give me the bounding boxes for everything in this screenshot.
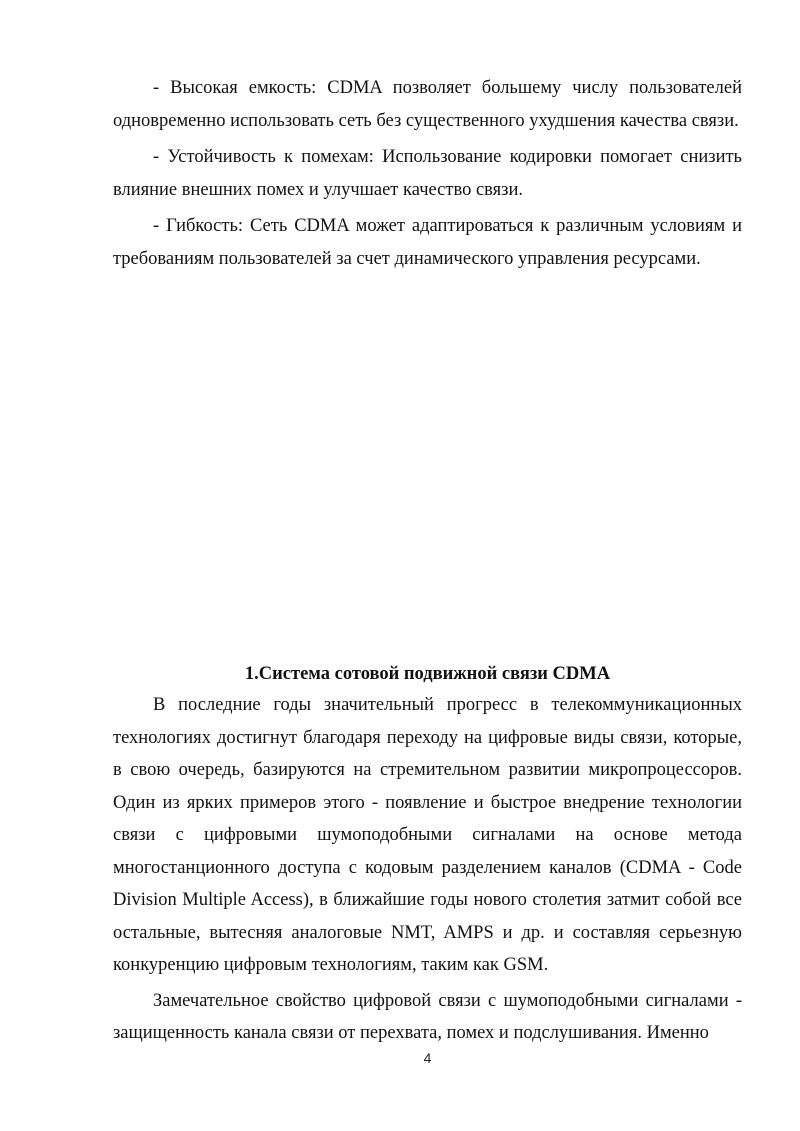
body-paragraph: Замечательное свойство цифровой связи с шумоподобными сигналами - защищенность канала связи от перехвата, помех и подслушивания. Именно [113,990,742,1043]
advantage-flexibility-paragraph: - Гибкость: Сеть CDMA может адаптироваться к различным условиям и требованиям пользователей за счет динамического управления ресурсами. [113,216,742,269]
page-number: 4 [423,1050,432,1066]
advantages-list [113,72,742,279]
advantage-capacity-paragraph: - Высокая емкость: CDMA позволяет большему числу пользователей одновременно использовать сеть без существенного ухудшения качества связи. [113,78,742,131]
body-paragraph: В последние годы значительный прогресс в телекоммуникационных технологиях достигнут благодаря переходу на цифровые виды связи, которые, в свою очередь, базируются на стремительном развитии микропроцессоров. Один из ярких примеров этого - появление и быстрое внедрение технологии связи с цифровыми шумоподобными сигналами на основе метода многостанционного доступа с кодовым разделением каналов (CDMA - Code Division Multiple Access), в ближайшие годы нового столетия затмит собой все остальные, вытесняя аналоговые NMT, AMPS и др. и составляя серьезную конкуренцию цифровым технологиям, таким как GSM. [113,695,742,975]
section-body [113,689,742,1053]
advantage-interference-paragraph: - Устойчивость к помехам: Использование кодировки помогает снизить влияние внешних помех и улучшает качество связи. [113,147,742,200]
section-heading: 1.Система сотовой подвижной связи CDMA [244,664,611,684]
